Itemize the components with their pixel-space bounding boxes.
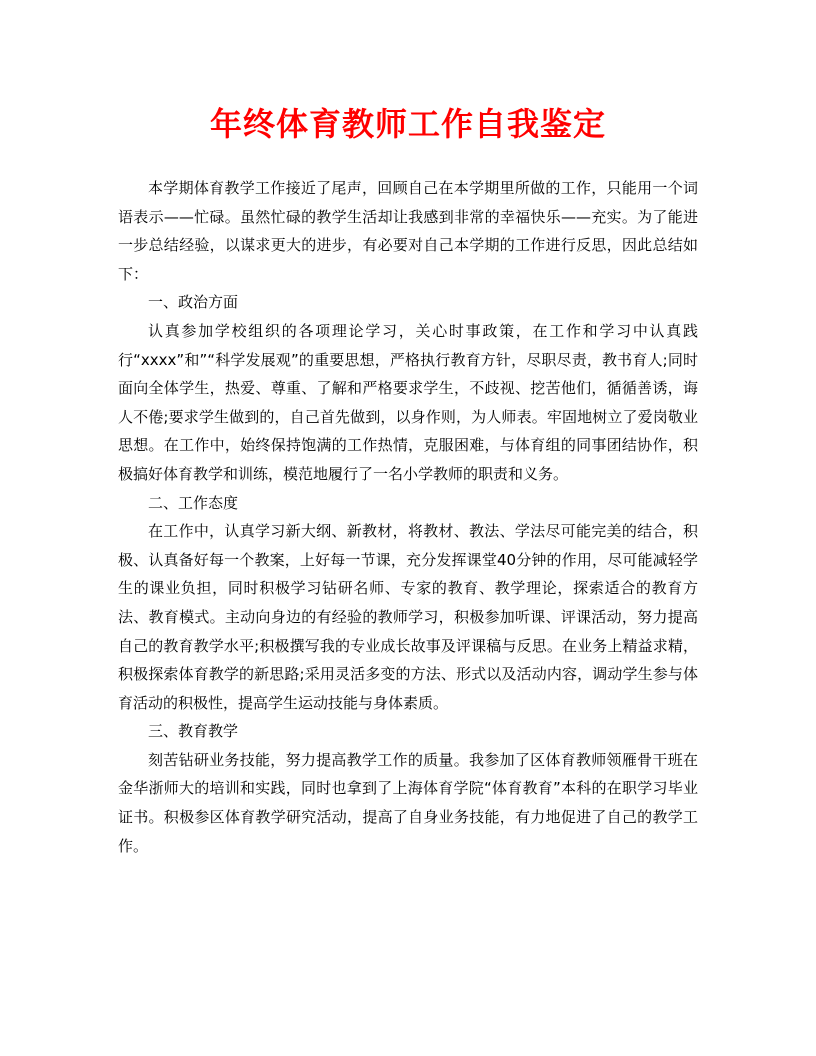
section-heading-teaching: 三、教育教学 bbox=[148, 722, 239, 741]
section-heading-work-attitude: 二、工作态度 bbox=[148, 493, 239, 512]
paragraph-work-attitude: 在工作中，认真学习新大纲、新教材，将教材、教法、学法尽可能完美的结合，积极、认真备好每一个教案，上好每一节课，充分发挥课堂40分钟的作用，尽可能减轻学生的课业负担，同时积极学习钻研名师、专家的教育、教学理论，探索适合的教育方法、教育模式。主动向身边的有经验的教师学习，积极参加听课、评课活动，努力提高自己的教育教学水平;积极撰写我的专业成长故事及评课稿与反思。在业务上精益求精，积极探索体育教学的新思路;采用灵活多变的方法、形式以及活动内容，调动学生参与体育活动的积极性，提高学生运动技能与身体素质。 bbox=[118, 522, 698, 712]
paragraph-intro: 本学期体育教学工作接近了尾声，回顾自己在本学期里所做的工作，只能用一个词语表示——忙碌。虽然忙碌的教学生活却让我感到非常的幸福快乐——充实。为了能进一步总结经验，以谋求更大的进步，有必要对自己本学期的工作进行反思，因此总结如下： bbox=[118, 179, 698, 283]
paragraph-politics: 认真参加学校组织的各项理论学习，关心时事政策，在工作和学习中认真践行“xxxx”和”“科学发展观”的重要思想，严格执行教育方针，尽职尽责，教书育人;同时面向全体学生，热爱、尊重、了解和严格要求学生，不歧视、挖苦他们，循循善诱，诲人不倦;要求学生做到的，自己首先做到，以身作则，为人师表。牢固地树立了爱岗敬业思想。在工作中，始终保持饱满的工作热情，克服困难，与体育组的同事团结协作，积极搞好体育教学和训练，模范地履行了一名小学教师的职责和义务。 bbox=[118, 321, 698, 483]
document-title: 年终体育教师工作自我鉴定 bbox=[209, 105, 606, 143]
document-body bbox=[118, 174, 698, 860]
section-heading-politics: 一、政治方面 bbox=[148, 293, 239, 312]
paragraph-teaching: 刻苦钻研业务技能，努力提高教学工作的质量。我参加了区体育教师领雁骨干班在金华浙师大的培训和实践，同时也拿到了上海体育学院“体育教育”本科的在职学习毕业证书。积极参区体育教学研究活动，提高了自身业务技能，有力地促进了自己的教学工作。 bbox=[118, 750, 698, 855]
